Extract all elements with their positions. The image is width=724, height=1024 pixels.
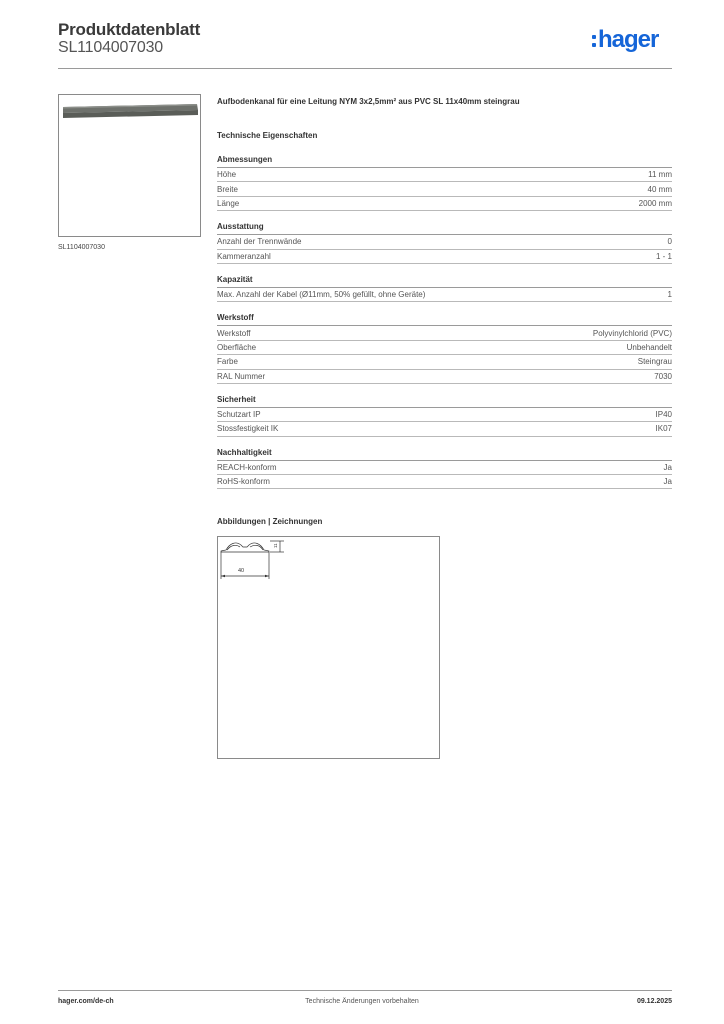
section-safety — [217, 395, 672, 437]
row-label: Werkstoff — [217, 328, 251, 338]
section-title: Nachhaltigkeit — [217, 448, 672, 461]
row-label: Stossfestigkeit IK — [217, 424, 279, 434]
row-label: Max. Anzahl der Kabel (Ø11mm, 50% gefüllt, ohne Geräte) — [217, 290, 426, 300]
table-row — [217, 288, 672, 302]
row-label: Breite — [217, 184, 238, 194]
section-dimensions — [217, 155, 672, 211]
section-title: Ausstattung — [217, 222, 672, 235]
row-value: Unbehandelt — [626, 342, 672, 352]
row-label: Oberfläche — [217, 342, 257, 352]
section-title: Sicherheit — [217, 395, 672, 408]
row-label: RoHS-konform — [217, 477, 270, 487]
footer-date: 09.12.2025 — [636, 998, 672, 1005]
row-value: Steingrau — [637, 357, 672, 367]
section-material — [217, 313, 672, 384]
table-row — [217, 370, 672, 384]
table-row — [217, 197, 672, 211]
table-row — [217, 341, 672, 355]
section-title: Abmessungen — [217, 155, 672, 168]
hager-logo — [592, 27, 658, 53]
table-row — [217, 250, 672, 264]
row-value: IP40 — [655, 410, 672, 420]
image-caption: SL1104007030 — [58, 244, 105, 251]
logo-text: hager — [598, 26, 659, 53]
table-row — [217, 235, 672, 249]
row-value: Ja — [663, 477, 672, 487]
row-label: Anzahl der Trennwände — [217, 237, 302, 247]
tech-properties-heading: Technische Eigenschaften — [217, 131, 318, 140]
row-label: Kammeranzahl — [217, 251, 271, 261]
row-value: 1 — [667, 290, 672, 300]
table-row — [217, 182, 672, 196]
row-value: IK07 — [655, 424, 672, 434]
row-value: 7030 — [654, 371, 672, 381]
row-value: 1 - 1 — [655, 251, 672, 261]
table-row — [217, 355, 672, 369]
row-label: Schutzart IP — [217, 410, 261, 420]
row-value: 11 mm — [648, 170, 672, 180]
table-row — [217, 461, 672, 475]
row-value: Ja — [663, 462, 672, 472]
section-title: Kapazität — [217, 275, 672, 288]
row-value: 2000 mm — [638, 198, 672, 208]
cross-section-drawing — [218, 537, 441, 760]
table-row — [217, 168, 672, 182]
height-dimension-label: 11 — [273, 543, 278, 548]
row-label: REACH-konform — [217, 462, 277, 472]
page-title: Produktdatenblatt — [58, 20, 201, 39]
row-value: 0 — [667, 237, 672, 247]
section-title: Werkstoff — [217, 313, 672, 326]
cable-channel-image — [59, 95, 202, 238]
table-row — [217, 475, 672, 489]
article-number: SL1104007030 — [58, 39, 163, 56]
row-label: Farbe — [217, 357, 238, 367]
technical-drawing — [217, 536, 440, 759]
table-row — [217, 422, 672, 436]
row-label: Länge — [217, 198, 240, 208]
logo-dots-icon — [592, 35, 596, 47]
row-value: Polyvinylchlorid (PVC) — [592, 328, 672, 338]
drawings-heading: Abbildungen | Zeichnungen — [217, 517, 323, 526]
row-label: RAL Nummer — [217, 371, 266, 381]
product-details — [217, 96, 672, 489]
section-capacity — [217, 275, 672, 302]
row-value: 40 mm — [647, 184, 672, 194]
row-label: Höhe — [217, 170, 237, 180]
product-image — [58, 94, 201, 237]
width-dimension-label: 40 — [238, 568, 245, 574]
table-row — [217, 326, 672, 340]
footer-divider — [58, 990, 672, 991]
section-sustainability — [217, 448, 672, 490]
header-divider — [58, 68, 672, 69]
table-row — [217, 408, 672, 422]
product-description: Aufbodenkanal für eine Leitung NYM 3x2,5mm² aus PVC SL 11x40mm steingrau — [217, 97, 520, 106]
section-equipment — [217, 222, 672, 264]
footer-website-link[interactable]: hager.com/de-ch — [58, 998, 114, 1005]
footer-note: Technische Änderungen vorbehalten — [305, 998, 419, 1005]
